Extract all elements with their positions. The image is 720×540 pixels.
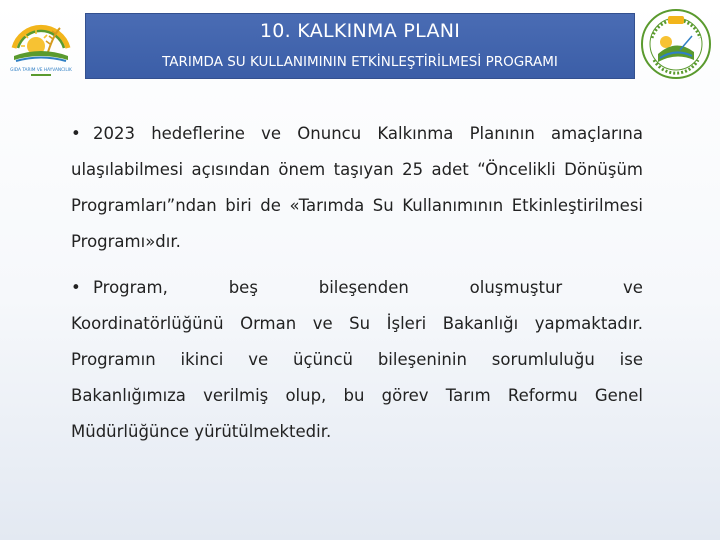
gida-tarim-logo xyxy=(4,6,78,80)
body-content xyxy=(71,116,643,450)
bullet-2: • xyxy=(71,278,81,297)
paragraph-2: Koordinatörlüğünü Orman ve Su İşleri Bakanlığı yapmaktadır. Programın ikinci ve üçüncü bileşeninin sorumluluğu ise Bakanlığımıza verilmiş olup, bu görev Tarım Reformu Genel Müdürlüğünce yürütülmektedir. xyxy=(71,314,643,441)
paragraph-1 xyxy=(71,116,643,260)
p2-word: oluşmuştur xyxy=(469,278,563,297)
page-subtitle: TARIMDA SU KULLANIMININ ETKİNLEŞTİRİLMESİ PROGRAMI xyxy=(162,54,558,70)
paragraph-1-text: 2023 hedeflerine ve Onuncu Kalkınma Planının amaçlarına ulaşılabilmesi açısından önem taşıyan 25 adet “Öncelikli Dönüşüm Programları”ndan biri de «Tarımda Su Kullanımının Etkinleştirilmesi Programı»dır. xyxy=(71,124,643,251)
title-banner xyxy=(85,13,635,79)
p2-word: • Program, xyxy=(71,270,168,306)
bullet-1: • xyxy=(71,124,81,143)
p2-word: ve xyxy=(623,278,643,297)
ministry-seal-logo xyxy=(640,8,712,80)
page-title: 10. KALKINMA PLANI xyxy=(259,20,461,42)
p2-word: beş xyxy=(228,278,258,297)
paragraph-2-first-line xyxy=(71,270,643,306)
p2-word: bileşenden xyxy=(318,278,409,297)
logo-left-caption: GIDA TARIM VE HAYVANCILIK xyxy=(10,68,72,73)
